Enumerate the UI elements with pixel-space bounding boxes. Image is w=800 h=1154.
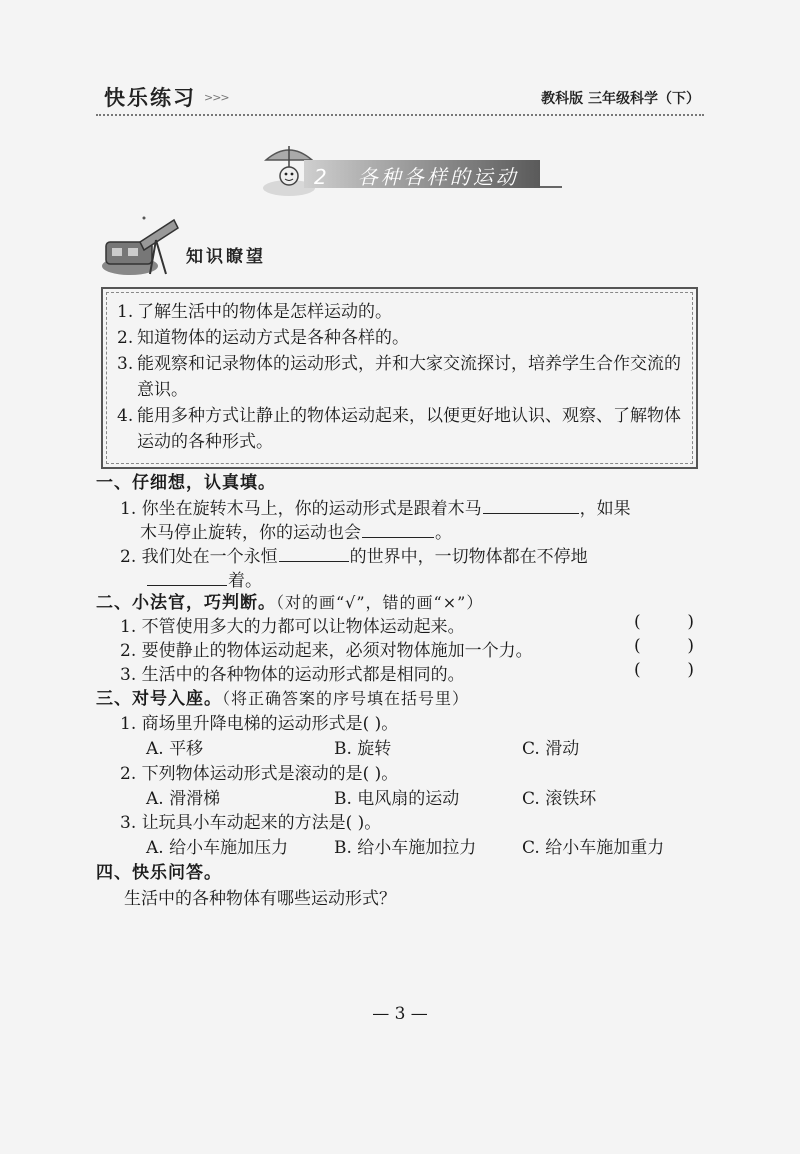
choice-option-b[interactable]: B. 旋转	[334, 739, 392, 759]
answer-paren[interactable]	[634, 636, 694, 656]
section2-title	[96, 588, 483, 613]
item-number: 2.	[117, 328, 134, 348]
fill-question-1-line1	[120, 494, 631, 519]
paren-close: )	[687, 612, 694, 632]
knowledge-item	[117, 351, 682, 403]
knowledge-box	[101, 287, 698, 469]
paren-close: )	[687, 636, 694, 656]
knowledge-heading	[100, 212, 300, 278]
answer-blank[interactable]	[147, 567, 227, 586]
judge-item: 3. 生活中的各种物体的运动形式都是相同的。	[120, 665, 465, 685]
section3-title	[96, 684, 469, 709]
choice-option-b[interactable]: B. 给小车施加拉力	[334, 838, 477, 858]
knowledge-item	[117, 403, 682, 455]
knowledge-list	[103, 289, 696, 455]
choice-question: 3. 让玩具小车动起来的方法是( )。	[120, 813, 382, 833]
paren-open: (	[634, 660, 641, 680]
answer-paren[interactable]	[634, 660, 694, 680]
knowledge-item	[117, 325, 682, 351]
choice-option-c[interactable]: C. 给小车施加重力	[522, 838, 665, 858]
question-text: 。	[435, 523, 452, 543]
question-text: ，如果	[579, 499, 631, 519]
section3-note: （将正确答案的序号填在括号里）	[222, 689, 470, 708]
question-text: 着。	[228, 571, 262, 591]
choice-question: 2. 下列物体运动形式是滚动的是( )。	[120, 764, 399, 784]
page-header	[96, 76, 704, 116]
lesson-banner	[258, 138, 558, 200]
choice-option-c[interactable]: C. 滑动	[522, 739, 580, 759]
item-text: 能用多种方式让静止的物体运动起来，以便更好地认识、观察、了解物体运动的各种形式。	[137, 406, 681, 452]
section4-title: 四、快乐问答。	[96, 863, 222, 883]
section1-title: 一、仔细想，认真填。	[96, 473, 276, 493]
item-text: 能观察和记录物体的运动形式，并和大家交流探讨，培养学生合作交流的意识。	[137, 354, 681, 400]
fill-question-2-line1	[120, 542, 588, 567]
question-text: 2. 我们处在一个永恒	[120, 547, 278, 567]
edition-label: 教科版 三年级科学（下）	[541, 91, 700, 107]
fill-question-1-line2	[140, 518, 452, 543]
choice-option-a[interactable]: A. 滑滑梯	[146, 789, 221, 809]
brand-title: 快乐练习	[104, 86, 196, 110]
paren-open: (	[634, 636, 641, 656]
answer-blank[interactable]	[362, 519, 434, 538]
section2-heading: 二、小法官，巧判断。	[96, 593, 276, 613]
question-text: 1. 你坐在旋转木马上，你的运动形式是跟着木马	[120, 499, 482, 519]
choice-question: 1. 商场里升降电梯的运动形式是( )。	[120, 714, 399, 734]
item-text: 了解生活中的物体是怎样运动的。	[137, 302, 392, 322]
lesson-title: 2 各种各样的运动	[314, 165, 519, 189]
choice-option-a[interactable]: A. 给小车施加压力	[146, 838, 289, 858]
question-text: 木马停止旋转，你的运动也会	[140, 523, 361, 543]
section3-heading: 三、对号入座。	[96, 689, 222, 709]
item-number: 4.	[117, 406, 134, 426]
header-divider	[96, 114, 704, 116]
telescope-icon	[100, 212, 182, 278]
knowledge-item	[117, 299, 682, 325]
choice-option-c[interactable]: C. 滚铁环	[522, 789, 597, 809]
item-number: 1.	[117, 302, 134, 322]
item-number: 3.	[117, 354, 134, 374]
answer-blank[interactable]	[279, 543, 349, 562]
answer-blank[interactable]	[483, 495, 579, 514]
section2-note: （对的画“√”，错的画“×”）	[276, 593, 484, 612]
question-text: 的世界中，一切物体都在不停地	[349, 547, 588, 567]
choice-option-a[interactable]: A. 平移	[146, 739, 204, 759]
judge-item: 2. 要使静止的物体运动起来，必须对物体施加一个力。	[120, 641, 533, 661]
chevron-icon: >>>	[204, 91, 229, 104]
item-text: 知道物体的运动方式是各种各样的。	[137, 328, 409, 348]
knowledge-title: 知识瞭望	[186, 247, 266, 267]
page-number: — 3 —	[372, 1004, 428, 1024]
paren-open: (	[634, 612, 641, 632]
answer-paren[interactable]	[634, 612, 694, 632]
choice-option-b[interactable]: B. 电风扇的运动	[334, 789, 460, 809]
judge-item: 1. 不管使用多大的力都可以让物体运动起来。	[120, 617, 465, 637]
paren-close: )	[687, 660, 694, 680]
open-question: 生活中的各种物体有哪些运动形式？	[124, 889, 396, 909]
